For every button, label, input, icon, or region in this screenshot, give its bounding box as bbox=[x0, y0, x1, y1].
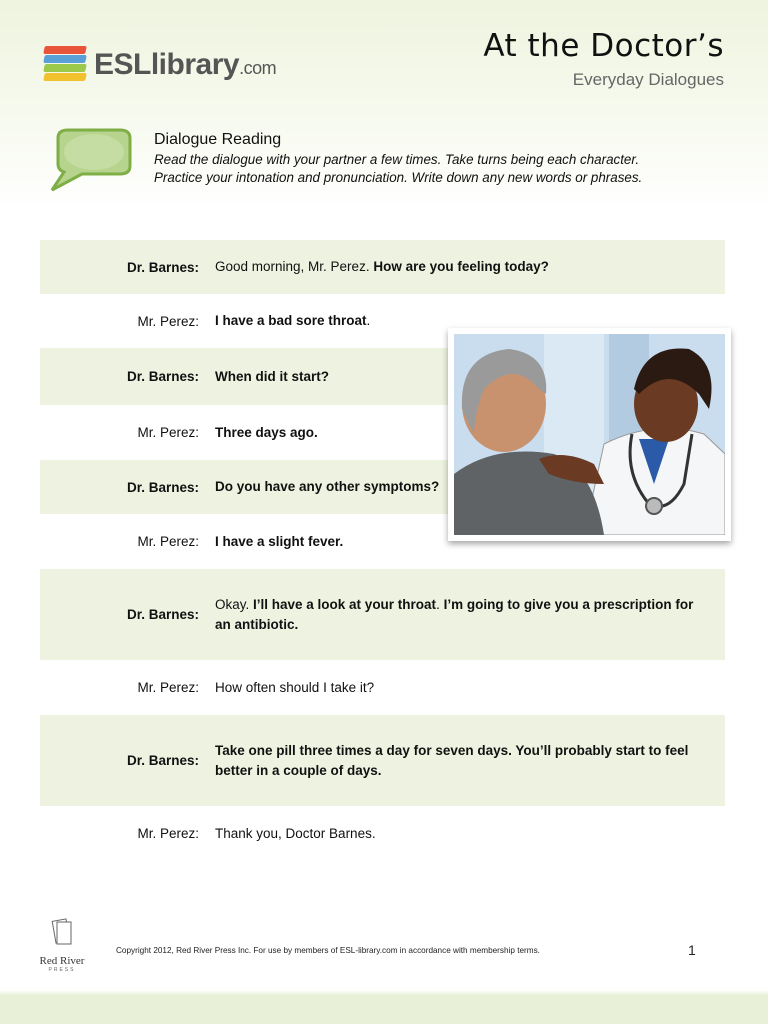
dialogue-row bbox=[40, 569, 725, 660]
dialogue-row bbox=[40, 715, 725, 806]
speaker-label: Dr. Barnes: bbox=[126, 607, 199, 622]
bold-text: Take one pill three times a day for seven days. You’ll probably start to feel better in a couple of days. bbox=[215, 742, 689, 778]
dialogue-row bbox=[40, 806, 725, 861]
dialogue-line bbox=[215, 477, 457, 497]
page-number: 1 bbox=[688, 942, 696, 958]
bold-text: I’m going to give you a prescription for an antibiotic. bbox=[215, 596, 694, 632]
logo-suffix: .com bbox=[239, 58, 277, 78]
plain-text: . bbox=[366, 313, 371, 328]
speaker-label: Dr. Barnes: bbox=[126, 369, 199, 384]
plain-text: Okay. bbox=[215, 596, 254, 612]
dialogue-line bbox=[215, 678, 392, 698]
speaker-label: Dr. Barnes: bbox=[126, 259, 199, 275]
dialogue-line bbox=[215, 367, 347, 387]
speaker-label: Mr. Perez: bbox=[137, 534, 199, 549]
speaker-label: Dr. Barnes: bbox=[126, 753, 199, 768]
dialogue-line bbox=[215, 824, 394, 844]
bold-text: Three days ago. bbox=[215, 424, 318, 440]
plain-text: How often should I take it? bbox=[215, 679, 375, 695]
speaker-label: Mr. Perez: bbox=[137, 680, 199, 695]
speaker-label: Mr. Perez: bbox=[137, 313, 199, 329]
copyright-text: Copyright 2012, Red River Press Inc. For use by members of ESL-library.com in accordance with membership terms. bbox=[116, 946, 540, 955]
plain-text: Thank you, Doctor Barnes. bbox=[215, 825, 376, 841]
speech-bubble-icon bbox=[44, 126, 136, 196]
publisher-sub: PRESS bbox=[48, 967, 76, 973]
page-subtitle: Everyday Dialogues bbox=[572, 70, 724, 89]
speaker-label: Mr. Perez: bbox=[137, 826, 199, 841]
publisher-name: Red River bbox=[39, 955, 85, 967]
doctor-patient-illustration bbox=[448, 328, 731, 541]
bold-text: How are you feeling today? bbox=[373, 259, 549, 274]
dialogue-line bbox=[215, 532, 361, 552]
bold-text: I have a slight fever. bbox=[215, 533, 344, 549]
page-title: At the Doctor’s bbox=[483, 28, 724, 64]
instructions-line-1: Read the dialogue with your partner a few times. Take turns being each character. bbox=[154, 152, 640, 167]
instructions-line-2: Practice your intonation and pronunciation. Write down any new words or phrases. bbox=[154, 170, 643, 185]
dialogue-line bbox=[215, 257, 567, 277]
esl-library-logo bbox=[44, 42, 276, 88]
dialogue-line bbox=[215, 741, 725, 781]
bold-text: I’ll have a look at your throat bbox=[253, 596, 437, 612]
books-logo-icon bbox=[44, 44, 88, 86]
dialogue-line bbox=[215, 423, 336, 443]
instructions bbox=[154, 131, 744, 187]
dialogue-line bbox=[215, 595, 725, 635]
bold-text: I have a bad sore throat bbox=[215, 313, 367, 328]
dialogue-row bbox=[40, 240, 725, 294]
logo-text: ESLlibrary bbox=[94, 48, 240, 81]
bold-text: When did it start? bbox=[215, 368, 329, 384]
speaker-label: Dr. Barnes: bbox=[126, 479, 199, 495]
dialogue-line bbox=[215, 311, 388, 331]
plain-text: . bbox=[436, 596, 444, 612]
speaker-label: Mr. Perez: bbox=[137, 425, 199, 440]
dialogue-row bbox=[40, 660, 725, 715]
plain-text: Good morning, Mr. Perez. bbox=[215, 259, 374, 274]
red-river-press-logo bbox=[36, 918, 88, 973]
bold-text: Do you have any other symptoms? bbox=[215, 479, 440, 494]
doctor-examining-patient-image bbox=[454, 334, 725, 535]
instructions-heading: Dialogue Reading bbox=[154, 131, 282, 148]
book-stack-icon bbox=[48, 918, 76, 948]
